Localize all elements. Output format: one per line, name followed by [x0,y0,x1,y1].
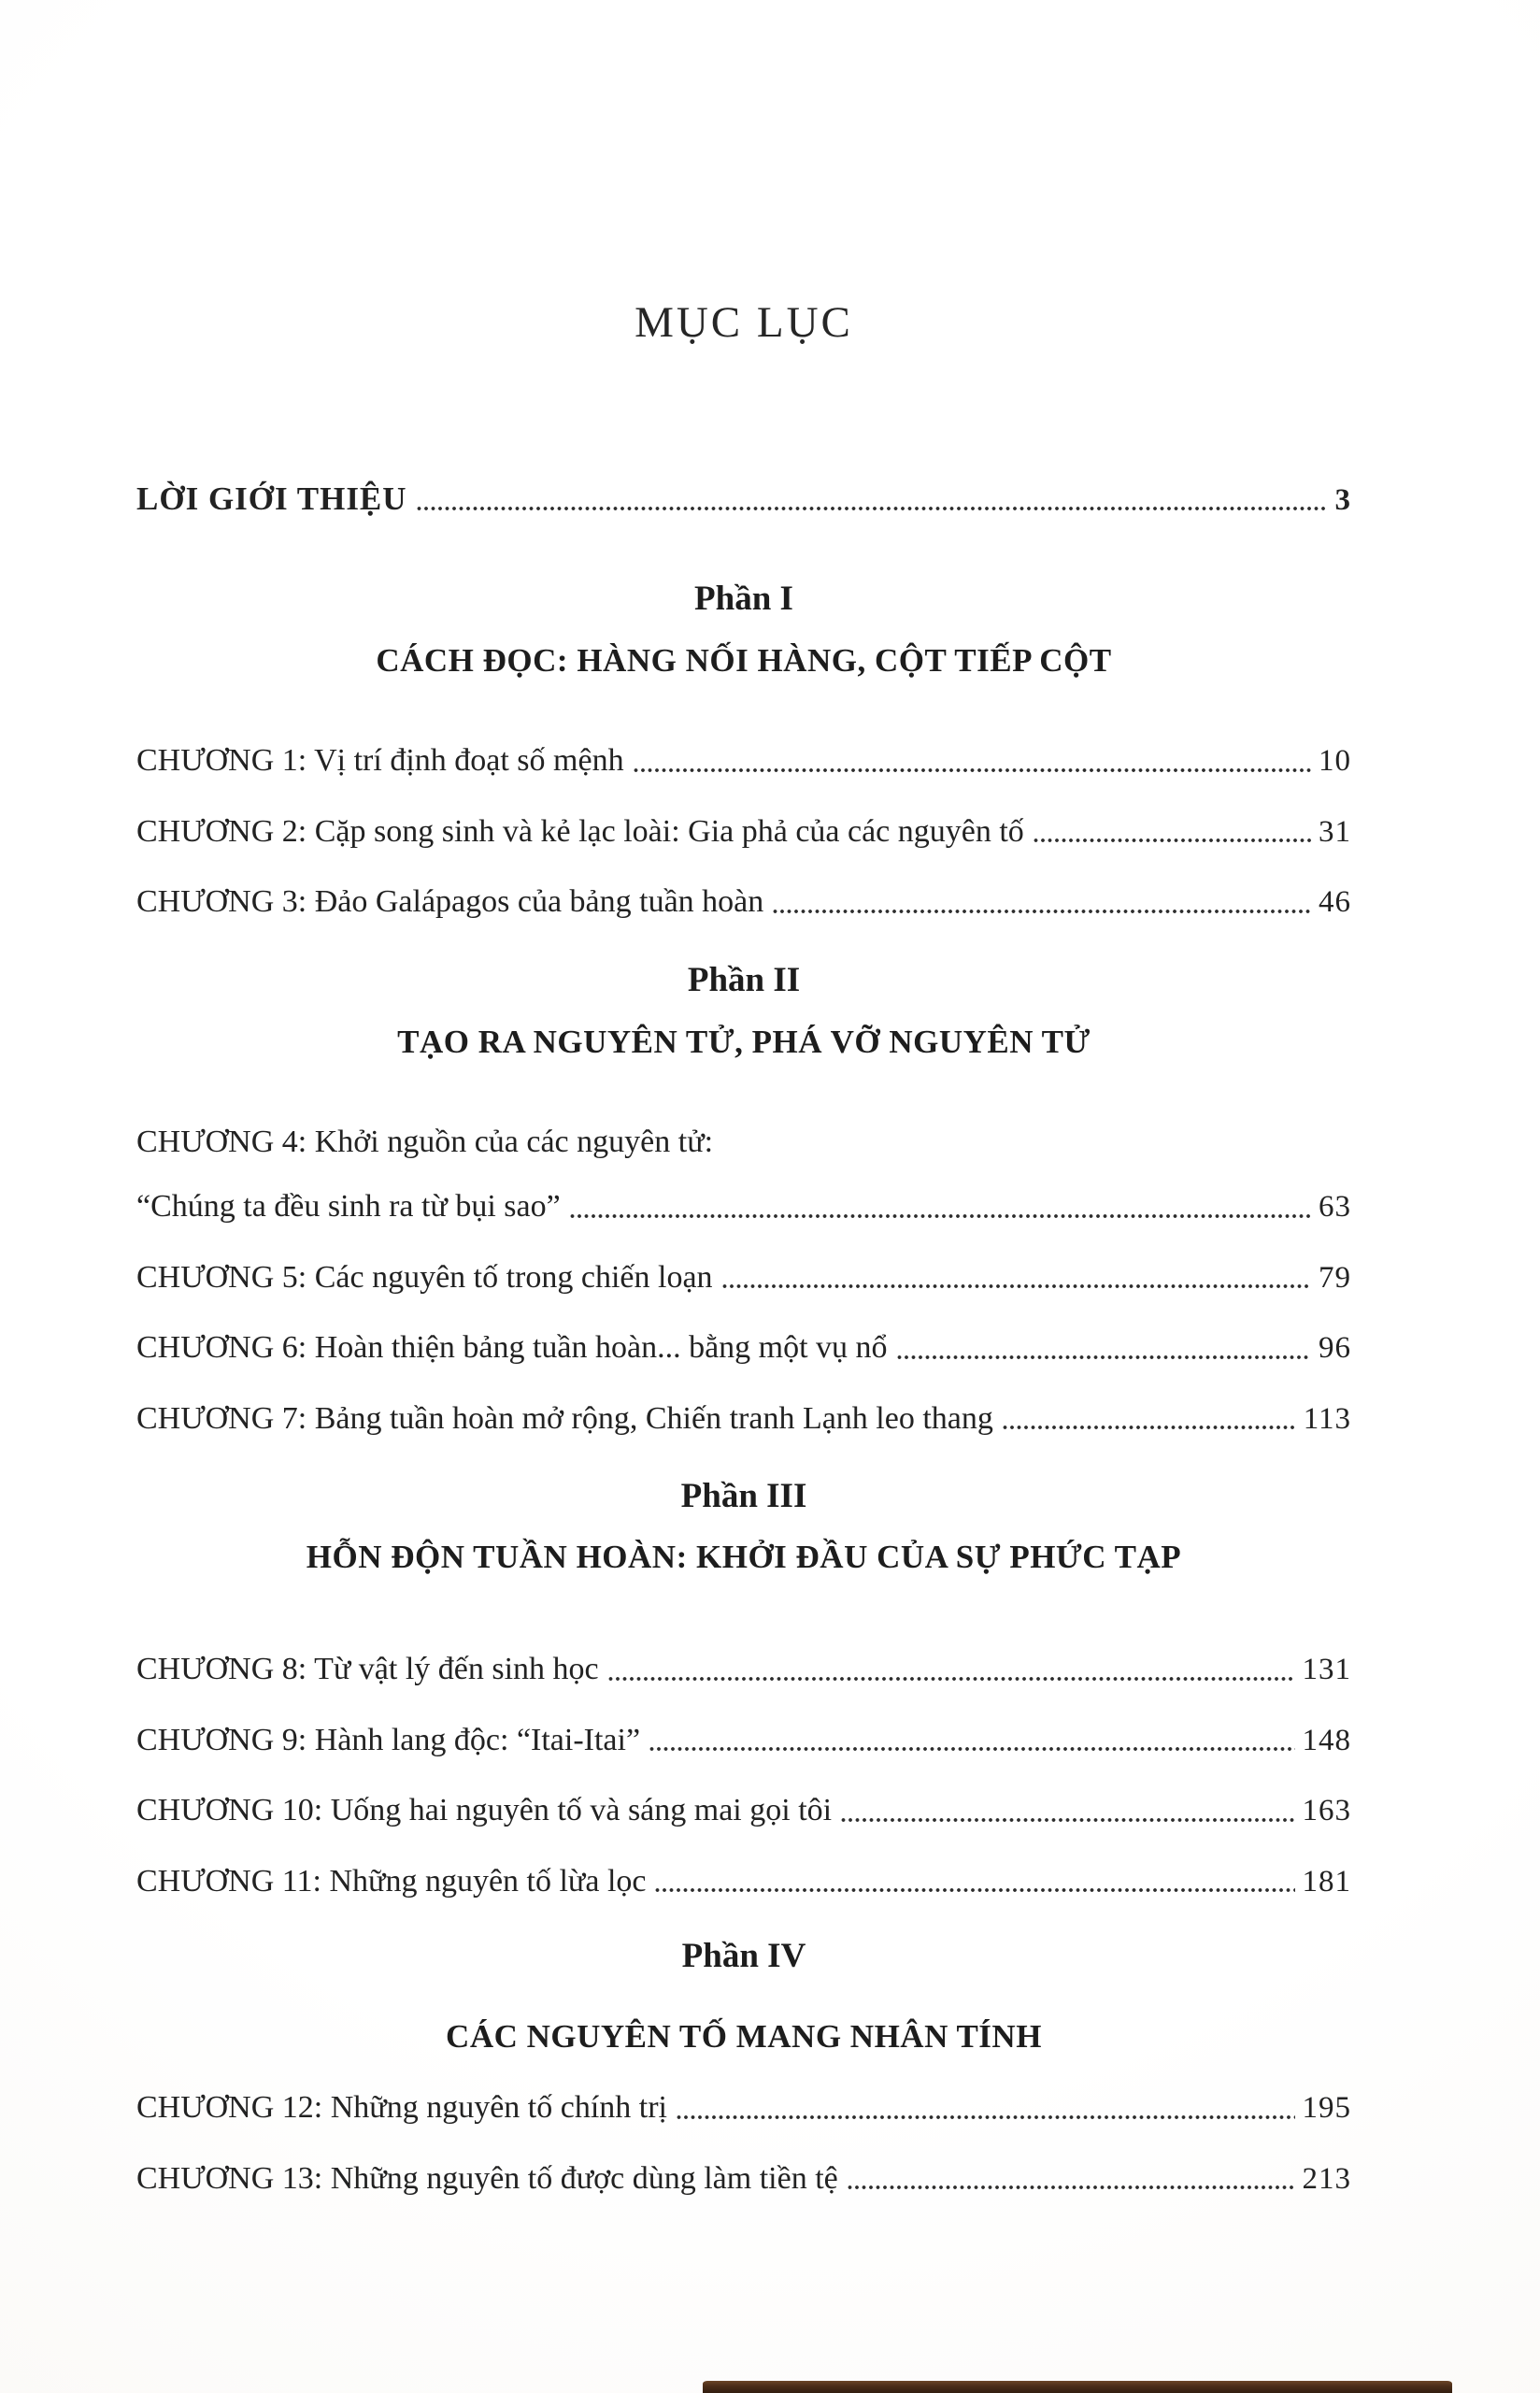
chapter-page-number: 31 [1319,814,1351,849]
dot-leader [634,767,1311,773]
part-3-heading: HỖN ĐỘN TUẦN HOÀN: KHỞI ĐẦU CỦA SỰ PHỨC TẠP [306,1539,1182,1576]
chapter-label: CHƯƠNG 12: Những nguyên tố chính trị [136,2090,667,2126]
chapter-page-number: 46 [1319,885,1351,920]
part-4-title: Phần IV [681,1937,806,1976]
part-1-title: Phần I [694,580,793,619]
toc-entry-chapter-4-line-2 [136,1187,1351,1227]
chapter-page-number: 213 [1302,2161,1351,2196]
dot-leader [417,506,1328,511]
dot-leader [841,1817,1294,1823]
dot-leader [649,1746,1294,1752]
chapter-page-number: 79 [1319,1260,1351,1295]
toc-entry-chapter-13 [136,2159,1351,2200]
chapter-page-number: 131 [1302,1653,1351,1687]
chapter-label: CHƯƠNG 3: Đảo Galápagos của bảng tuần hoàn [136,884,764,920]
dot-leader [897,1354,1311,1360]
dot-leader [722,1283,1311,1289]
intro-label: LỜI GIỚI THIỆU [136,480,407,517]
part-4-heading: CÁC NGUYÊN TỐ MANG NHÂN TÍNH [446,2018,1042,2056]
chapter-label: CHƯƠNG 8: Từ vật lý đến sinh học [136,1652,599,1687]
toc-entry-chapter-7 [136,1399,1351,1440]
dot-leader [1003,1425,1296,1430]
toc-content [136,0,1351,2199]
toc-entry-chapter-12 [136,2088,1351,2128]
toc-entry-chapter-9 [136,1721,1351,1761]
chapter-page-number: 148 [1302,1723,1351,1757]
part-2-title: Phần II [687,960,801,999]
chapter-label: CHƯƠNG 1: Vị trí định đoạt số mệnh [136,743,624,779]
table-edge-strip [703,2381,1452,2393]
toc-entry-intro [136,479,1351,520]
toc-entry-chapter-8 [136,1650,1351,1690]
dot-leader [655,1887,1294,1893]
chapter-page-number: 10 [1319,744,1351,779]
chapter-label: “Chúng ta đều sinh ra từ bụi sao” [136,1189,561,1225]
toc-entry-chapter-1 [136,741,1351,781]
toc-entry-chapter-10 [136,1791,1351,1831]
dot-leader [1034,838,1311,843]
chapter-page-number: 163 [1302,1794,1351,1828]
chapter-page-number: 195 [1302,2091,1351,2126]
chapter-label: CHƯƠNG 2: Cặp song sinh và kẻ lạc loài: Gia phả của các nguyên tố [136,813,1024,849]
dot-leader [570,1213,1311,1219]
chapter-label: CHƯƠNG 10: Uống hai nguyên tố và sáng mai gọi tôi [136,1793,833,1828]
page-title: MỤC LỤC [635,298,853,347]
part-1-heading: CÁCH ĐỌC: HÀNG NỐI HÀNG, CỘT TIẾP CỘT [376,642,1112,680]
chapter-page-number: 96 [1319,1331,1351,1366]
toc-entry-chapter-4-line-1 [136,1123,1351,1163]
toc-entry-chapter-2 [136,812,1351,853]
dot-leader [848,2185,1295,2190]
intro-page-number: 3 [1334,483,1351,517]
toc-entry-chapter-6 [136,1328,1351,1368]
chapter-label: CHƯƠNG 9: Hành lang độc: “Itai-Itai” [136,1722,641,1757]
chapter-label: CHƯƠNG 11: Những nguyên tố lừa lọc [136,1863,647,1899]
dot-leader [608,1676,1295,1682]
part-2-heading: TẠO RA NGUYÊN TỬ, PHÁ VỠ NGUYÊN TỬ [397,1023,1091,1060]
toc-entry-chapter-5 [136,1258,1351,1298]
chapter-label: CHƯƠNG 6: Hoàn thiện bảng tuần hoàn... bằng một vụ nổ [136,1330,888,1366]
toc-entry-chapter-11 [136,1862,1351,1902]
part-3-title: Phần III [680,1477,807,1516]
chapter-page-number: 113 [1303,1401,1351,1436]
chapter-label: CHƯƠNG 5: Các nguyên tố trong chiến loạn [136,1259,713,1295]
chapter-page-number: 63 [1319,1190,1351,1225]
chapter-page-number: 181 [1302,1864,1351,1899]
chapter-label: CHƯƠNG 13: Những nguyên tố được dùng làm tiền tệ [136,2160,838,2196]
dot-leader [773,909,1311,914]
dot-leader [677,2114,1295,2120]
chapter-label: CHƯƠNG 7: Bảng tuần hoàn mở rộng, Chiến tranh Lạnh leo thang [136,1400,993,1436]
toc-entry-chapter-3 [136,882,1351,923]
chapter-label: CHƯƠNG 4: Khởi nguồn của các nguyên tử: [136,1124,714,1159]
